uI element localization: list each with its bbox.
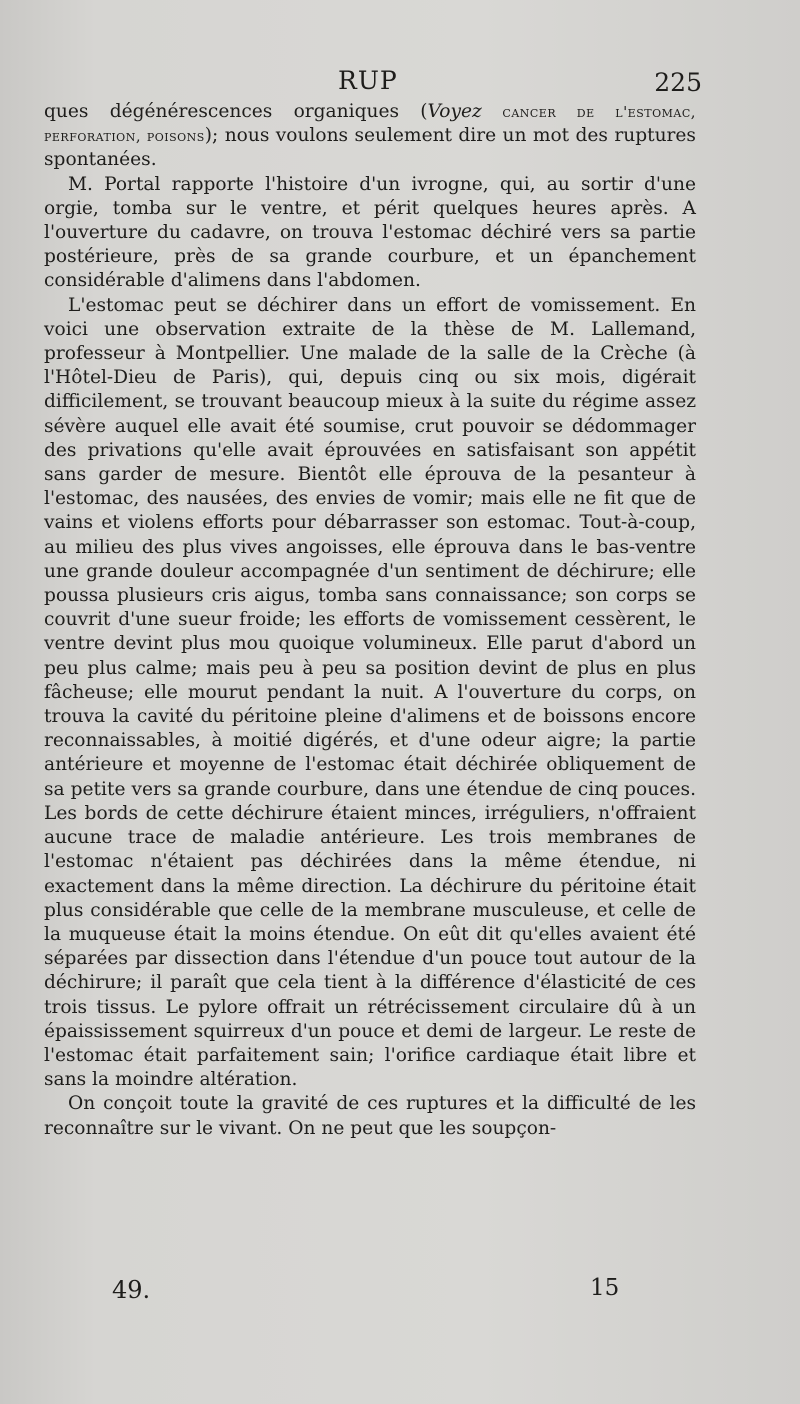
- page-footer: [0, 1276, 800, 1310]
- paragraph: On conçoit toute la gravité de ces ruptures et la difficulté de les reconnaître sur le vivant. On ne peut que les soupçon-: [44, 1093, 696, 1139]
- signature-mark: 49.: [112, 1276, 151, 1304]
- page-header: [0, 66, 800, 100]
- gathering-number: 15: [590, 1275, 620, 1301]
- running-head: RUP: [338, 66, 398, 95]
- paragraph-text: ); nous voulons seulement dire un mot des ruptures spontanées.: [44, 125, 696, 171]
- cross-reference: cancer de l'estomac, perforation, poisons: [44, 103, 696, 146]
- page-number: 225: [654, 68, 702, 97]
- page-body: [44, 100, 696, 1141]
- italic-reference: Voyez: [427, 101, 482, 122]
- paragraph: L'estomac peut se déchirer dans un effort de vomissement. En voici une observation extraite de la thèse de M. Lallemand, professeur à Montpellier. Une malade de la salle de la Crèche (à l'Hôtel-Dieu de Paris), qui, depuis cinq ou six mois, digérait difficilement, se trouvant beaucoup mieux à la suite du régime assez sévère auquel elle avait été soumise, crut pouvoir se dédommager des privations qu'elle avait éprouvées en satisfaisant son appétit sans garder de mesure. Bientôt elle éprouva de la pesanteur à l'estomac, des nausées, des envies de vomir; mais elle ne fit que de vains et violens efforts pour débarrasser son estomac. Tout-à-coup, au milieu des plus vives angoisses, elle éprouva dans le bas-ventre une grande douleur accompagnée d'un sentiment de déchirure; elle poussa plusieurs cris aigus, tomba sans connaissance; son corps se couvrit d'une sueur froide; les efforts de vomissement cessèrent, le ventre devint plus mou quoique volumineux. Elle parut d'abord un peu plus calme; mais peu à peu sa position devint de plus en plus fâcheuse; elle mourut pendant la nuit. A l'ouverture du corps, on trouva la cavité du péritoine pleine d'alimens et de boissons encore reconnaissables, à moitié digérés, et d'une odeur aigre; la partie antérieure et moyenne de l'estomac était déchirée obliquement de sa petite vers sa grande courbure, dans une étendue de cinq pouces. Les bords de cette déchirure étaient minces, irréguliers, n'offraient aucune trace de maladie antérieure. Les trois membranes de l'estomac n'étaient pas déchirées dans la même étendue, ni exactement dans la même direction. La déchirure du péritoine était plus considérable que celle de la membrane musculeuse, et celle de la muqueuse était la moins étendue. On eût dit qu'elles avaient été séparées par dissection dans l'étendue d'un pouce tout autour de la déchirure; il paraît que cela tient à la différence d'élasticité de ces trois tissus. Le pylore offrait un rétrécissement circulaire dû à un épaississement squirreux d'un pouce et demi de largeur. Le reste de l'estomac était parfaitement sain; l'orifice cardiaque était libre et sans la moindre altération.: [44, 294, 696, 1091]
- paragraph-continuation: [44, 100, 696, 173]
- paragraph-text: ques dégénérescences organiques (: [44, 101, 428, 122]
- paragraph: M. Portal rapporte l'histoire d'un ivrogne, qui, au sortir d'une orgie, tomba sur le ventre, et périt quelques heures après. A l'ouverture du cadavre, on trouva l'estomac déchiré vers sa partie postérieure, près de sa grande courbure, et un épanchement considérable d'alimens dans l'abdomen.: [44, 173, 696, 292]
